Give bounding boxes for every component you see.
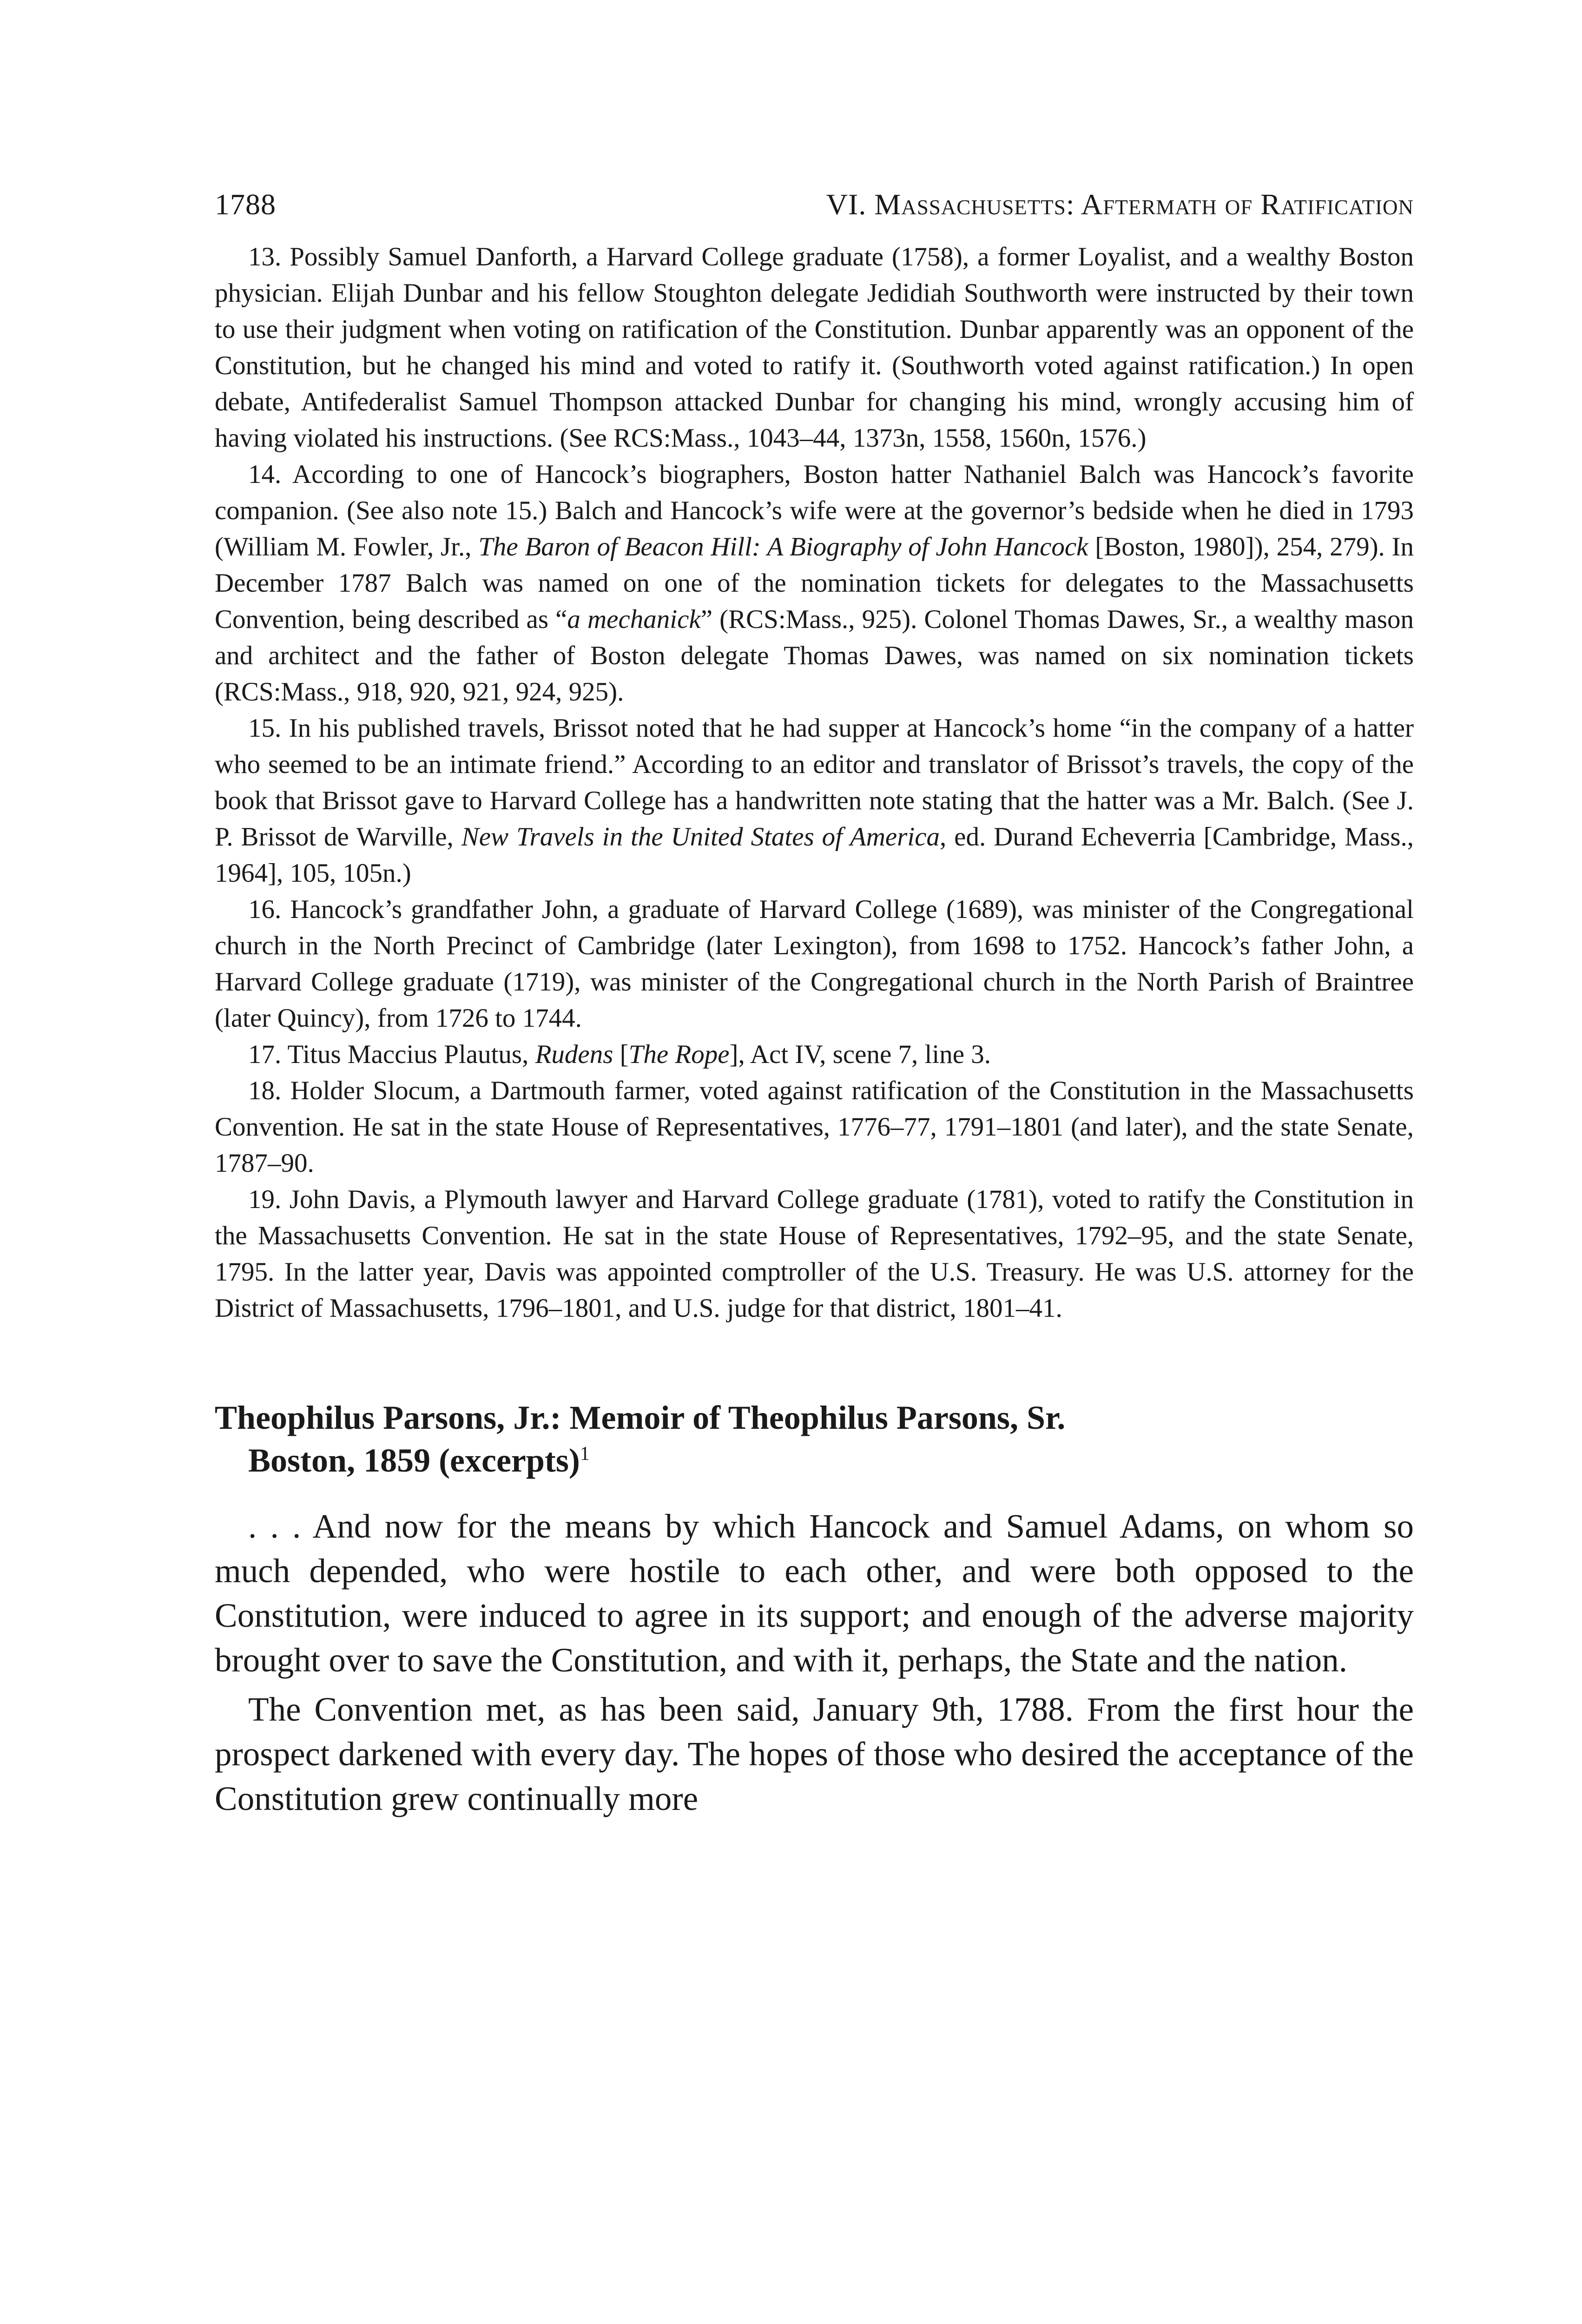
page-number: 1788: [215, 188, 276, 221]
body-paragraph-2: The Convention met, as has been said, January 9th, 1788. From the first hour the prospect darkened with every day. The hopes of those who desired the acceptance of the Constitution grew continually more: [215, 1690, 1414, 1817]
italic-title: The Rope: [628, 1040, 730, 1069]
italic-title: Rudens: [535, 1040, 613, 1069]
body-paragraph-1: . . . And now for the means by which Hancock and Samuel Adams, on whom so much depended, who were hostile to each other, and were both opposed to the Constitution, were induced to agree in its support; and enough of the adverse majority brought over to save the Constitution, and with it, perhaps, the State and the nation.: [215, 1507, 1414, 1679]
note-text: [Boston, 1980]), 254, 279). In December 1787 Balch was named on one of the nomination tickets for delegates to the Massachusetts Convention, being described as “: [215, 532, 1414, 634]
note-text: , ed. Durand Echeverria [Cambridge, Mass., 1964], 105, 105n.): [215, 822, 1414, 888]
note-text: 13. Possibly Samuel Danforth, a Harvard College graduate (1758), a former Loyalist, and a wealthy Boston physician. Elijah Dunbar and his fellow Stoughton delegate Jedidiah Southworth were instructed by their town to use their judgment when voting on ratification of the Constitution. Dunbar apparently was an opponent of the Constitution, but he changed his mind and voted to ratify it. (Southworth voted against ratification.) In open debate, Antifederalist Samuel Thompson attacked Dunbar for changing his mind, wrongly accusing him of having violated his instructions. (See RCS:Mass., 1043–44, 1373n, 1558, 1560n, 1576.): [215, 242, 1414, 453]
note-text: ” (RCS:Mass., 925). Colonel Thomas Dawes, Sr., a wealthy mason and architect and the father of Boston delegate Thomas Dawes, was named on six nomination tickets (RCS:Mass., 918, 920, 921, 924, 925).: [215, 605, 1414, 706]
note-14: [215, 456, 1414, 710]
note-text: ], Act IV, scene 7, line 3.: [729, 1040, 991, 1069]
note-15: [215, 710, 1414, 891]
endnotes: [215, 239, 1414, 1327]
note-text: 19. John Davis, a Plymouth lawyer and Harvard College graduate (1781), voted to ratify the Constitution in the Massachusetts Convention. He sat in the state House of Representatives, 1792–95, and the state Senate, 1795. In the latter year, Davis was appointed comptroller of the U.S. Treasury. He was U.S. attorney for the District of Massachusetts, 1796–1801, and U.S. judge for that district, 1801–41.: [215, 1185, 1414, 1323]
note-17: [215, 1037, 1414, 1073]
note-13: [215, 239, 1414, 456]
section-heading: [215, 1396, 1414, 1482]
italic-title: New Travels in the United States of America: [461, 822, 940, 852]
note-19: [215, 1182, 1414, 1327]
italic-title: The Baron of Beacon Hill: A Biography of John Hancock: [478, 532, 1088, 561]
note-16: [215, 891, 1414, 1037]
italic-title: a mechanick: [567, 605, 701, 634]
footnote-marker: 1: [580, 1443, 590, 1465]
note-text: 17. Titus Maccius Plautus,: [248, 1040, 535, 1069]
section-heading-line2-text: Boston, 1859 (excerpts): [248, 1442, 580, 1479]
section-heading-line1: Theophilus Parsons, Jr.: Memoir of Theophilus Parsons, Sr.: [215, 1399, 1066, 1436]
note-18: [215, 1073, 1414, 1182]
section-heading-line2: [215, 1439, 1414, 1482]
note-text: 15. In his published travels, Brissot noted that he had supper at Hancock’s home “in the company of a hatter who seemed to be an intimate friend.” According to an editor and translator of Brissot’s travels, the copy of the book that Brissot gave to Harvard College has a handwritten note stating that the hatter was a Mr. Balch. (See J. P. Brissot de Warville,: [215, 713, 1414, 852]
document-page: [215, 186, 1414, 1826]
running-head: [215, 186, 1414, 223]
note-text: [: [613, 1040, 629, 1069]
note-text: 18. Holder Slocum, a Dartmouth farmer, voted against ratification of the Constitution in the Massachusetts Convention. He sat in the state House of Representatives, 1776–77, 1791–1801 (and later), and the state Senate, 1787–90.: [215, 1076, 1414, 1178]
running-head-title: VI. Massachusetts: Aftermath of Ratification: [826, 188, 1414, 221]
note-text: 16. Hancock’s grandfather John, a graduate of Harvard College (1689), was minister of the Congregational church in the North Precinct of Cambridge (later Lexington), from 1698 to 1752. Hancock’s father John, a Harvard College graduate (1719), was minister of the Congregational church in the North Parish of Braintree (later Quincy), from 1726 to 1744.: [215, 895, 1414, 1033]
memoir-excerpt: [215, 1504, 1414, 1821]
note-text: 14. According to one of Hancock’s biographers, Boston hatter Nathaniel Balch was Hancock’s favorite companion. (See also note 15.) Balch and Hancock’s wife were at the governor’s bedside when he died in 1793 (William M. Fowler, Jr.,: [215, 460, 1414, 561]
